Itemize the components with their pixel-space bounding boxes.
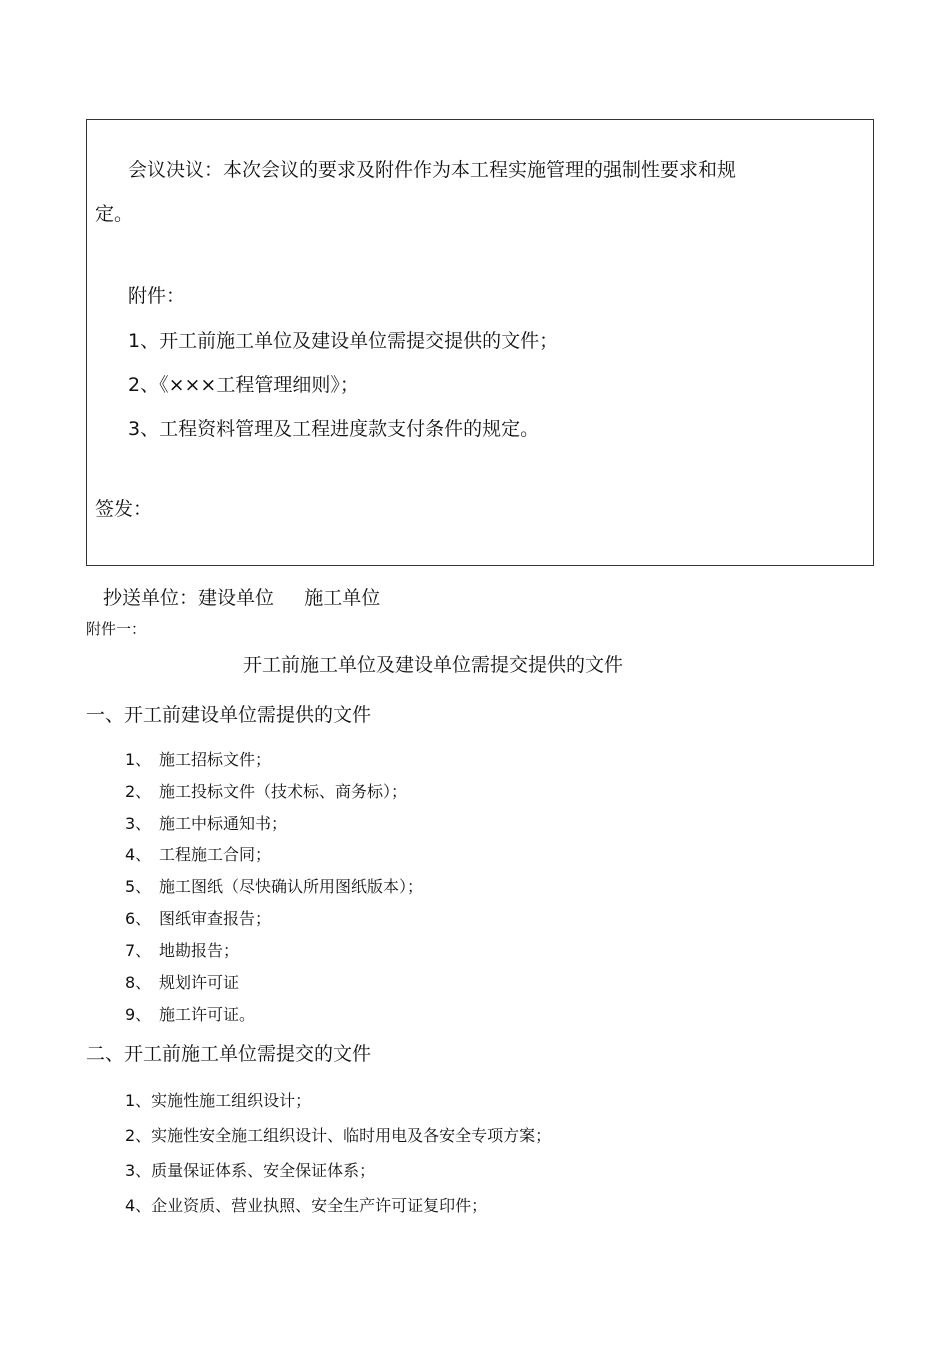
- list-item: 2、实施性安全施工组织设计、临时用电及各安全专项方案；: [125, 1126, 552, 1145]
- list-item: 1、 施工招标文件；: [125, 750, 272, 769]
- list-item: 7、 地勘报告；: [125, 941, 240, 960]
- list-item: 8、 规划许可证: [125, 973, 240, 992]
- attachment-item: 1、开工前施工单位及建设单位需提交提供的文件；: [128, 330, 559, 352]
- resolution-text-line2: 定。: [95, 203, 134, 225]
- appendix-label: 附件一：: [86, 620, 147, 638]
- list-item: 3、 施工中标通知书；: [125, 814, 288, 833]
- section1-heading: 一、开工前建设单位需提供的文件: [86, 704, 372, 726]
- sign-label: 签发：: [95, 498, 153, 520]
- list-item: 4、 工程施工合同；: [125, 845, 272, 864]
- list-item: 5、 施工图纸（尽快确认所用图纸版本）；: [125, 877, 424, 896]
- list-item: 6、 图纸审查报告；: [125, 909, 272, 928]
- cc-line: 抄送单位：建设单位 施工单位: [103, 587, 381, 609]
- appendix-title: 开工前施工单位及建设单位需提交提供的文件: [243, 654, 624, 676]
- list-item: 4、企业资质、营业执照、安全生产许可证复印件；: [125, 1196, 488, 1215]
- section2-heading: 二、开工前施工单位需提交的文件: [86, 1043, 372, 1065]
- resolution-text-line1: 会议决议：本次会议的要求及附件作为本工程实施管理的强制性要求和规: [128, 159, 737, 181]
- list-item: 2、 施工投标文件（技术标、商务标）；: [125, 782, 408, 801]
- attachments-label: 附件：: [128, 285, 186, 307]
- attachment-item: 3、工程资料管理及工程进度款支付条件的规定。: [128, 418, 540, 440]
- list-item: 3、质量保证体系、安全保证体系；: [125, 1161, 376, 1180]
- attachment-item: 2、《×××工程管理细则》；: [128, 374, 359, 396]
- list-item: 9、 施工许可证。: [125, 1005, 256, 1024]
- list-item: 1、实施性施工组织设计；: [125, 1091, 312, 1110]
